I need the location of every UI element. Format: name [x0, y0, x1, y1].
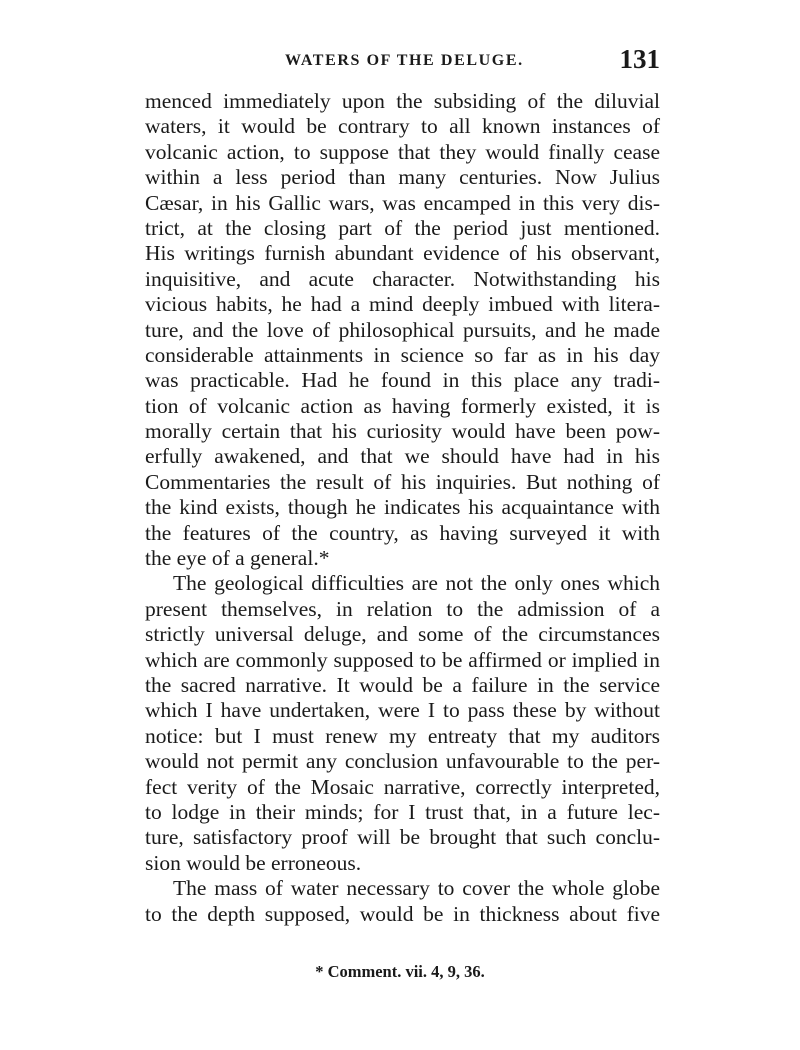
text-line: trict, at the closing part of the period just mentioned. — [145, 215, 660, 240]
body-text — [145, 89, 660, 927]
text-line: the eye of a general.* — [145, 546, 330, 571]
text-line: erfully awakened, and that we should have had in his — [145, 444, 660, 469]
text-line: fect verity of the Mosaic narrative, correctly interpreted, — [145, 774, 660, 799]
page-number: 131 — [619, 44, 660, 74]
running-header — [145, 44, 660, 78]
text-line: waters, it would be contrary to all known instances of — [145, 114, 660, 139]
text-line: sion would be erroneous. — [145, 850, 362, 875]
text-line: to lodge in their minds; for I trust that, in a future lec- — [145, 799, 660, 824]
text-line: tion of volcanic action as having formerly existed, it is — [145, 393, 660, 418]
text-line: to the depth supposed, would be in thickness about five — [145, 901, 660, 926]
text-line: present themselves, in relation to the admission of a — [145, 596, 660, 621]
text-line: which are commonly supposed to be affirmed or implied in — [145, 647, 660, 672]
text-line: Cæsar, in his Gallic wars, was encamped in this very dis- — [145, 190, 660, 215]
text-line: strictly universal deluge, and some of the circumstances — [145, 622, 660, 647]
text-line: The geological difficulties are not the only ones which — [173, 571, 660, 596]
running-header-title: WATERS OF THE DELUGE. — [285, 52, 524, 69]
text-line: ture, satisfactory proof will be brought that such conclu- — [145, 825, 660, 850]
text-line: the kind exists, though he indicates his acquaintance with — [145, 495, 660, 520]
text-line: morally certain that his curiosity would have been pow- — [145, 419, 660, 444]
text-line: the sacred narrative. It would be a failure in the service — [145, 672, 660, 697]
text-line: volcanic action, to suppose that they would finally cease — [145, 139, 660, 164]
text-line: the features of the country, as having surveyed it with — [145, 520, 660, 545]
text-line: inquisitive, and acute character. Notwithstanding his — [145, 266, 660, 291]
text-line: ture, and the love of philosophical pursuits, and he made — [145, 317, 660, 342]
text-line: would not permit any conclusion unfavourable to the per- — [145, 749, 660, 774]
footnote: * Comment. vii. 4, 9, 36. — [315, 962, 485, 981]
text-line: menced immediately upon the subsiding of the diluvial — [145, 89, 660, 113]
text-line: notice: but I must renew my entreaty that my auditors — [145, 723, 660, 748]
text-line: within a less period than many centuries. Now Julius — [145, 165, 660, 190]
text-line: which I have undertaken, were I to pass these by without — [145, 698, 660, 723]
text-line: vicious habits, he had a mind deeply imbued with litera- — [145, 292, 660, 317]
text-line: His writings furnish abundant evidence of his observant, — [145, 241, 660, 266]
text-line: considerable attainments in science so far as in his day — [145, 342, 660, 367]
text-line: was practicable. Had he found in this place any tradi- — [145, 368, 660, 393]
text-line: The mass of water necessary to cover the whole globe — [173, 876, 660, 901]
text-line: Commentaries the result of his inquiries. But nothing of — [145, 469, 660, 494]
